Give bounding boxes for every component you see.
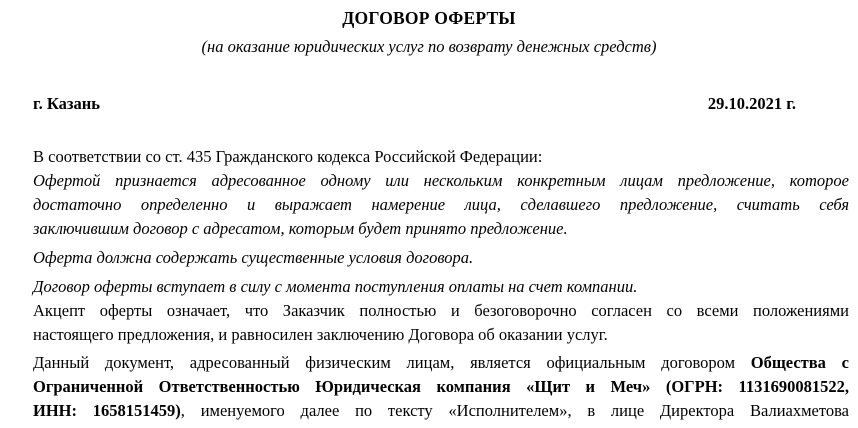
- company-name-start: Общества с: [750, 353, 849, 372]
- paragraph-line: В соответствии со ст. 435 Гражданского кодекса Российской Федерации:: [33, 147, 543, 166]
- document-subtitle: (на оказание юридических услуг по возврату денежных средств): [201, 37, 657, 56]
- paragraph-line: Договор оферты вступает в силу с момента поступления оплаты на счет компании.: [33, 277, 638, 296]
- paragraph-line: Оферта должна содержать существенные условия договора.: [33, 248, 474, 267]
- paragraph-acceptance: [33, 299, 849, 347]
- paragraph-line: [33, 375, 849, 399]
- paragraph-essential-terms: [33, 246, 849, 270]
- paragraph-text: Данный документ, адресованный физическим лицам, является официальным договором: [33, 353, 736, 372]
- paragraph-line: [33, 351, 849, 375]
- company-name-full: Ограниченной Ответственностью Юридическая компания «Щит и Меч» (ОГРН: 1131690081522,: [33, 377, 849, 396]
- document-date: 29.10.2021 г.: [707, 94, 796, 113]
- paragraph-line: заключившим договор с адресатом, которым будет принято предложение.: [33, 219, 568, 238]
- document-title: ДОГОВОР ОФЕРТЫ: [342, 8, 516, 28]
- paragraph-line: достаточно определенно и выражает намерение лица, сделавшего предложение, считать себя: [33, 195, 849, 214]
- paragraph-offer-definition: [33, 169, 849, 241]
- document-city: г. Казань: [33, 94, 100, 113]
- paragraph-effective-date: [33, 275, 849, 299]
- paragraph-line: Офертой признается адресованное одному или нескольким конкретным лицам предложение, которое: [33, 171, 849, 190]
- company-inn: ИНН: 1658151459): [33, 401, 181, 420]
- paragraph-contractor: [33, 351, 849, 423]
- paragraph-line: [33, 399, 849, 423]
- paragraph-line: настоящего предложения, и равносилен заключению Договора об оказании услуг.: [33, 325, 608, 344]
- paragraph-text: , именуемого далее по тексту «Исполнителем», в лице Директора Валиахметова: [180, 401, 849, 420]
- paragraph-legal-basis: [33, 145, 849, 169]
- paragraph-line: Акцепт оферты означает, что Заказчик полностью и безоговорочно согласен со всеми положениями: [33, 301, 849, 320]
